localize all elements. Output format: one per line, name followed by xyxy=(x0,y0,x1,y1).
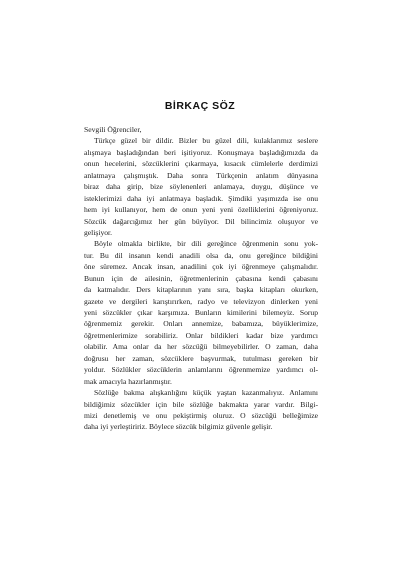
page-title: BİRKAÇ SÖZ xyxy=(164,100,236,112)
text-line: Bunun için de ailesinin, öğretmenlerinin çabasına kendi çabasını xyxy=(84,273,318,283)
text-line: alışmaya başladığından beri işitiyoruz. Konuşmaya başladığımızda da xyxy=(84,147,318,157)
text-line: Böyle olmakla birlikte, bir dili gereğince öğrenmenin sonu yok- xyxy=(94,239,318,249)
text-line: mizi denetlemiş ve onu pekiştirmiş oluruz. O sözcüğü belleğimize xyxy=(84,410,318,420)
text-line: biraz daha girip, bize söylenenleri anlamaya, duygu, düşünce ve xyxy=(84,182,318,192)
text-line: mak amacıyla hazırlanmıştır. xyxy=(84,376,172,386)
text-line: öğrenmemiz gerekir. Onları annemize, babamıza, büyüklerimize, xyxy=(84,319,318,329)
text-line: gazete ve dergileri karıştırırken, radyo ve televizyon dinlerken yeni xyxy=(84,296,318,306)
body-text xyxy=(84,124,318,433)
text-line: hem iyi kullanıyor, hem de onun yeni yeni özelliklerini öğreniyoruz. xyxy=(84,205,318,215)
text-line: da katmalıdır. Ders kitaplarının yanı sıra, başka kitapları okurken, xyxy=(84,285,318,295)
text-line: tur. Bu dil insanın kendi anadili olsa da, onu gereğince bildiğini xyxy=(84,250,318,260)
text-line: Türkçe güzel bir dildir. Bizler bu güzel dili, kulaklarımız seslere xyxy=(94,136,318,146)
text-line: onun hecelerini, sözcüklerini çıkarmaya, kısacık cümlelerle derdimizi xyxy=(84,159,318,169)
text-line: Sözcük dağarcığımız her gün büyüyor. Dil bilincimiz oluşuyor ve xyxy=(84,216,318,226)
text-line: anlatmaya çalışmıştık. Daha sonra Türkçenin anlatım dünyasına xyxy=(84,170,318,180)
text-line: doğrusu her zaman, sözcüklere başvurmak, tutulması gereken bir xyxy=(84,353,318,363)
text-line: öne süremez. Ancak insan, anadilini çok iyi öğrenmeye çalışmalıdır. xyxy=(84,262,318,272)
text-line: yoldur. Sözlükler sözcüklerin anlamlarını öğrenmemize yardımcı ol- xyxy=(84,365,318,375)
text-line: Sevgili Öğrenciler, xyxy=(84,125,142,134)
text-line: yeni sözcükler çıkar karşımıza. Bunların kimilerini bilemeyiz. Sorup xyxy=(84,308,318,317)
text-line: Sözlüğe bakma alışkanlığını küçük yaştan kazanmalıyız. Anlamını xyxy=(94,388,318,398)
text-line: öğretmenlerimize sorabiliriz. Onlar bildikleri kadar bize yardımcı xyxy=(84,330,318,340)
text-line: gelişiyor. xyxy=(84,227,113,237)
text-line: bildiğimiz sözcükler için bile sözlüğe bakmakta yarar vardır. Bilgi- xyxy=(84,399,318,409)
text-line: olabilir. Ama onlar da her sözcüğü bilmeyebilirler. O zaman, daha xyxy=(84,342,318,352)
text-line: daha iyi yerleştiririz. Böylece sözcük bilgimiz güvenle gelişir. xyxy=(84,422,273,432)
text-line: isteklerimizi daha iyi anlatmaya başladık. Şimdiki yaşımızda ise onu xyxy=(84,193,318,203)
